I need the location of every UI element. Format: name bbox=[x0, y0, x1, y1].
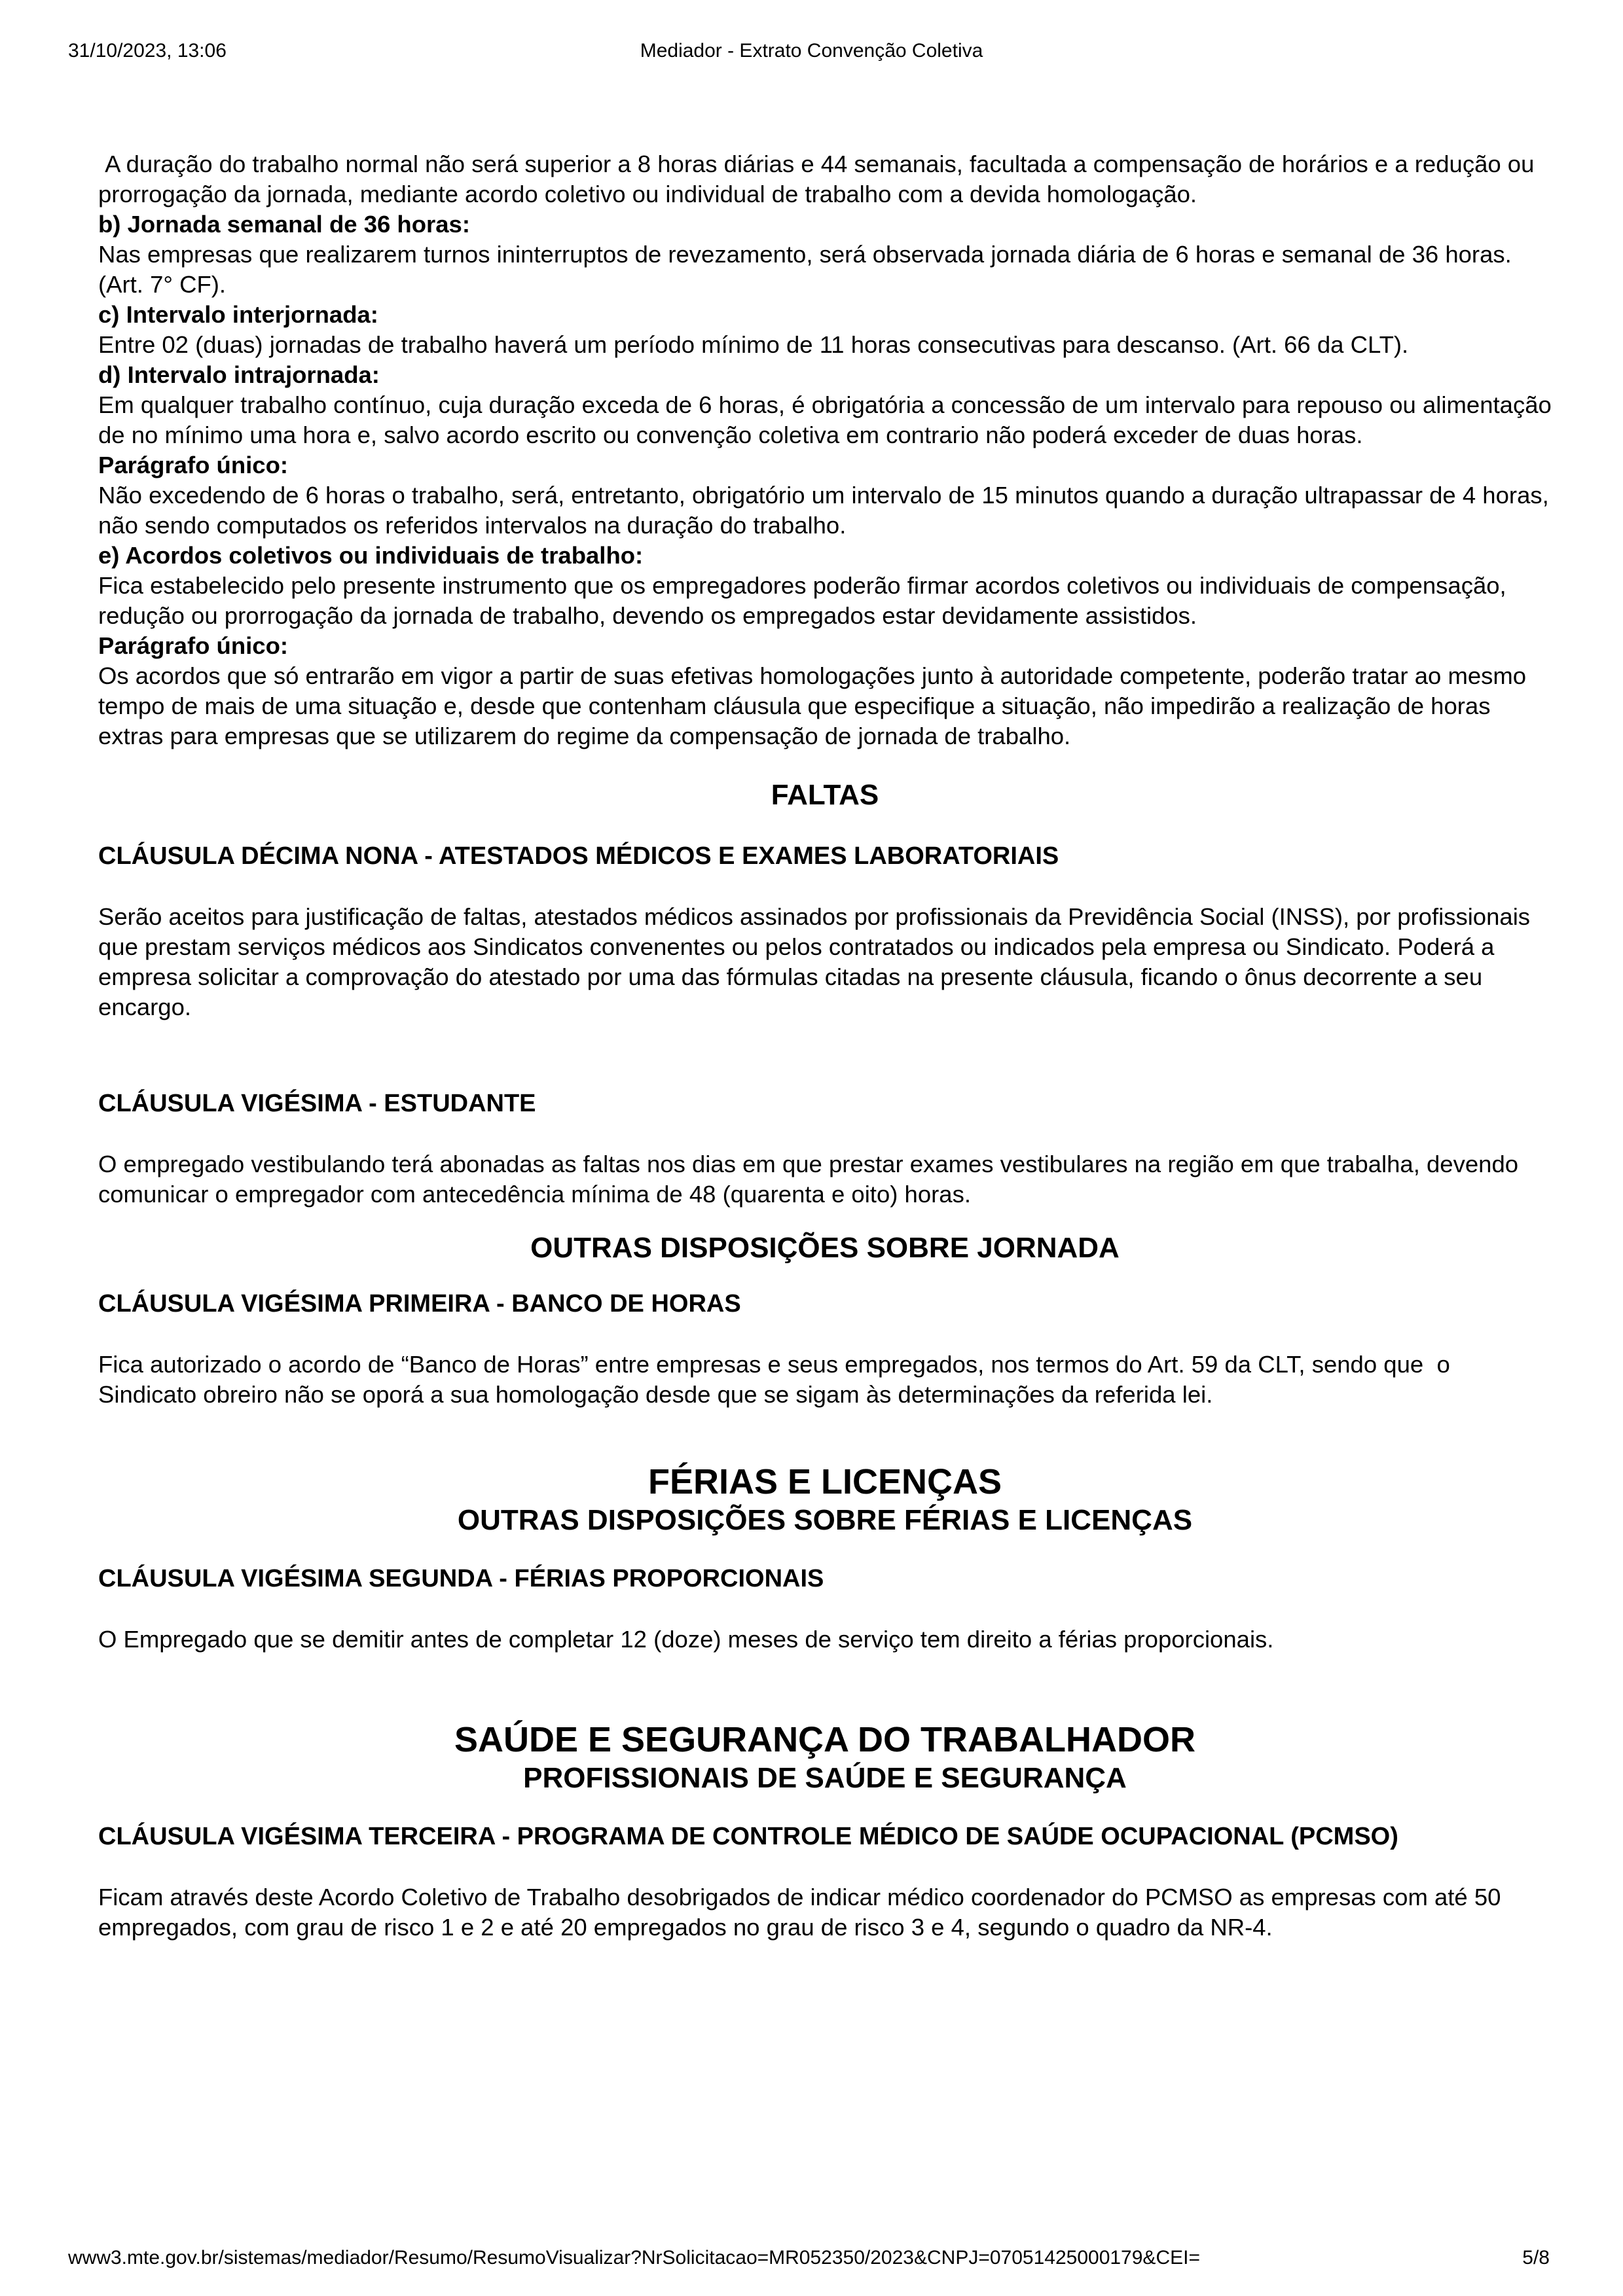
clause-22-text: O Empregado que se demitir antes de completar 12 (doze) meses de serviço tem direito a férias proporcionais. bbox=[98, 1626, 1274, 1653]
jornada-b-title: b) Jornada semanal de 36 horas: bbox=[98, 211, 470, 238]
jornada-d-text: Em qualquer trabalho contínuo, cuja duração exceda de 6 horas, é obrigatória a concessão de um intervalo para repouso ou alimentação de no mínimo uma hora e, salvo acordo escrito ou convenção coletiva em contrario não poderá exceder de duas horas. bbox=[98, 391, 1552, 448]
jornada-d-paragraph-text: Não excedendo de 6 horas o trabalho, será, entretanto, obrigatório um intervalo de 15 minutos quando a duração ultrapassar de 4 horas, não sendo computados os referidos intervalos na duração do trabalho. bbox=[98, 482, 1549, 539]
clause-23-text: Ficam através deste Acordo Coletivo de Trabalho desobrigados de indicar médico coordenador do PCMSO as empresas com até 50 empregados, com grau de risco 1 e 2 e até 20 empregados no grau de risco 3 e 4, segundo o quadro da NR-4. bbox=[98, 1884, 1501, 1941]
jornada-e-paragraph-text: Os acordos que só entrarão em vigor a partir de suas efetivas homologações junto à autoridade competente, poderão tratar ao mesmo tempo de mais de uma situação e, desde que contenham cláusula que especifique a situação, não impedirão a realização de horas extras para empresas que se utilizarem do regime da compensação de jornada de trabalho. bbox=[98, 662, 1527, 749]
clause-19-title: CLÁUSULA DÉCIMA NONA - ATESTADOS MÉDICOS E EXAMES LABORATORIAIS bbox=[98, 842, 1059, 870]
section-title-outras-jornada: OUTRAS DISPOSIÇÕES SOBRE JORNADA bbox=[530, 1232, 1120, 1264]
jornada-c-title: c) Intervalo interjornada: bbox=[98, 301, 378, 328]
clause-20-text: O empregado vestibulando terá abonadas as faltas nos dias em que prestar exames vestibulares na região em que trabalha, devendo comunicar o empregador com antecedência mínima de 48 (quarenta e oito) horas. bbox=[98, 1151, 1519, 1208]
clause-23-title: CLÁUSULA VIGÉSIMA TERCEIRA - PROGRAMA DE CONTROLE MÉDICO DE SAÚDE OCUPACIONAL (PCMSO) bbox=[98, 1823, 1398, 1850]
clause-19-text: Serão aceitos para justificação de faltas, atestados médicos assinados por profissionais da Previdência Social (INSS), por profissionais que prestam serviços médicos aos Sindicatos convenentes ou pelos contratados ou indicados pela empresa ou Sindicato. Poderá a empresa solicitar a comprovação do atestado por uma das fórmulas citadas na presente cláusula, ficando o ônus decorrente a seu encargo. bbox=[98, 903, 1531, 1020]
clause-21-text: Fica autorizado o acordo de “Banco de Horas” entre empresas e seus empregados, nos termos do Art. 59 da CLT, sendo que o Sindicato obreiro não se oporá a sua homologação desde que se sigam às determinações da referida lei. bbox=[98, 1351, 1457, 1408]
jornada-d-paragraph-title: Parágrafo único: bbox=[98, 452, 289, 478]
subsection-title-ferias: OUTRAS DISPOSIÇÕES SOBRE FÉRIAS E LICENÇAS bbox=[457, 1504, 1193, 1536]
page-header-title: Mediador - Extrato Convenção Coletiva bbox=[640, 40, 983, 62]
jornada-intro: A duração do trabalho normal não será superior a 8 horas diárias e 44 semanais, facultada a compensação de horários e a redução ou prorrogação da jornada, mediante acordo coletivo ou individual de trabalho com a devida homologação. bbox=[98, 151, 1541, 207]
section-title-saude: SAÚDE E SEGURANÇA DO TRABALHADOR bbox=[454, 1720, 1196, 1759]
section-title-faltas: FALTAS bbox=[771, 779, 879, 811]
page-header-datetime: 31/10/2023, 13:06 bbox=[68, 40, 227, 62]
section-title-ferias: FÉRIAS E LICENÇAS bbox=[647, 1462, 1002, 1501]
jornada-e-title: e) Acordos coletivos ou individuais de trabalho: bbox=[98, 542, 644, 569]
document-body bbox=[98, 149, 1552, 1943]
jornada-d-title: d) Intervalo intrajornada: bbox=[98, 361, 380, 388]
jornada-e-text: Fica estabelecido pelo presente instrumento que os empregadores poderão firmar acordos coletivos ou individuais de compensação, redução ou prorrogação da jornada de trabalho, devendo os empregados estar devidamente assistidos. bbox=[98, 572, 1506, 629]
clause-20-title: CLÁUSULA VIGÉSIMA - ESTUDANTE bbox=[98, 1090, 536, 1117]
page-footer-url: www3.mte.gov.br/sistemas/mediador/Resumo/ResumoVisualizar?NrSolicitacao=MR052350/2023&CNPJ=07051425000179&CEI= bbox=[68, 2247, 1200, 2269]
subsection-title-saude: PROFISSIONAIS DE SAÚDE E SEGURANÇA bbox=[523, 1762, 1127, 1794]
clause-21-title: CLÁUSULA VIGÉSIMA PRIMEIRA - BANCO DE HORAS bbox=[98, 1290, 741, 1318]
jornada-c-text: Entre 02 (duas) jornadas de trabalho haverá um período mínimo de 11 horas consecutivas para descanso. (Art. 66 da CLT). bbox=[98, 331, 1409, 358]
jornada-e-paragraph-title: Parágrafo único: bbox=[98, 632, 289, 659]
clause-22-title: CLÁUSULA VIGÉSIMA SEGUNDA - FÉRIAS PROPORCIONAIS bbox=[98, 1565, 824, 1592]
page-number: 5/8 bbox=[1522, 2247, 1550, 2269]
jornada-b-text: Nas empresas que realizarem turnos ininterruptos de revezamento, será observada jornada diária de 6 horas e semanal de 36 horas. (Art. 7° CF). bbox=[98, 241, 1512, 298]
